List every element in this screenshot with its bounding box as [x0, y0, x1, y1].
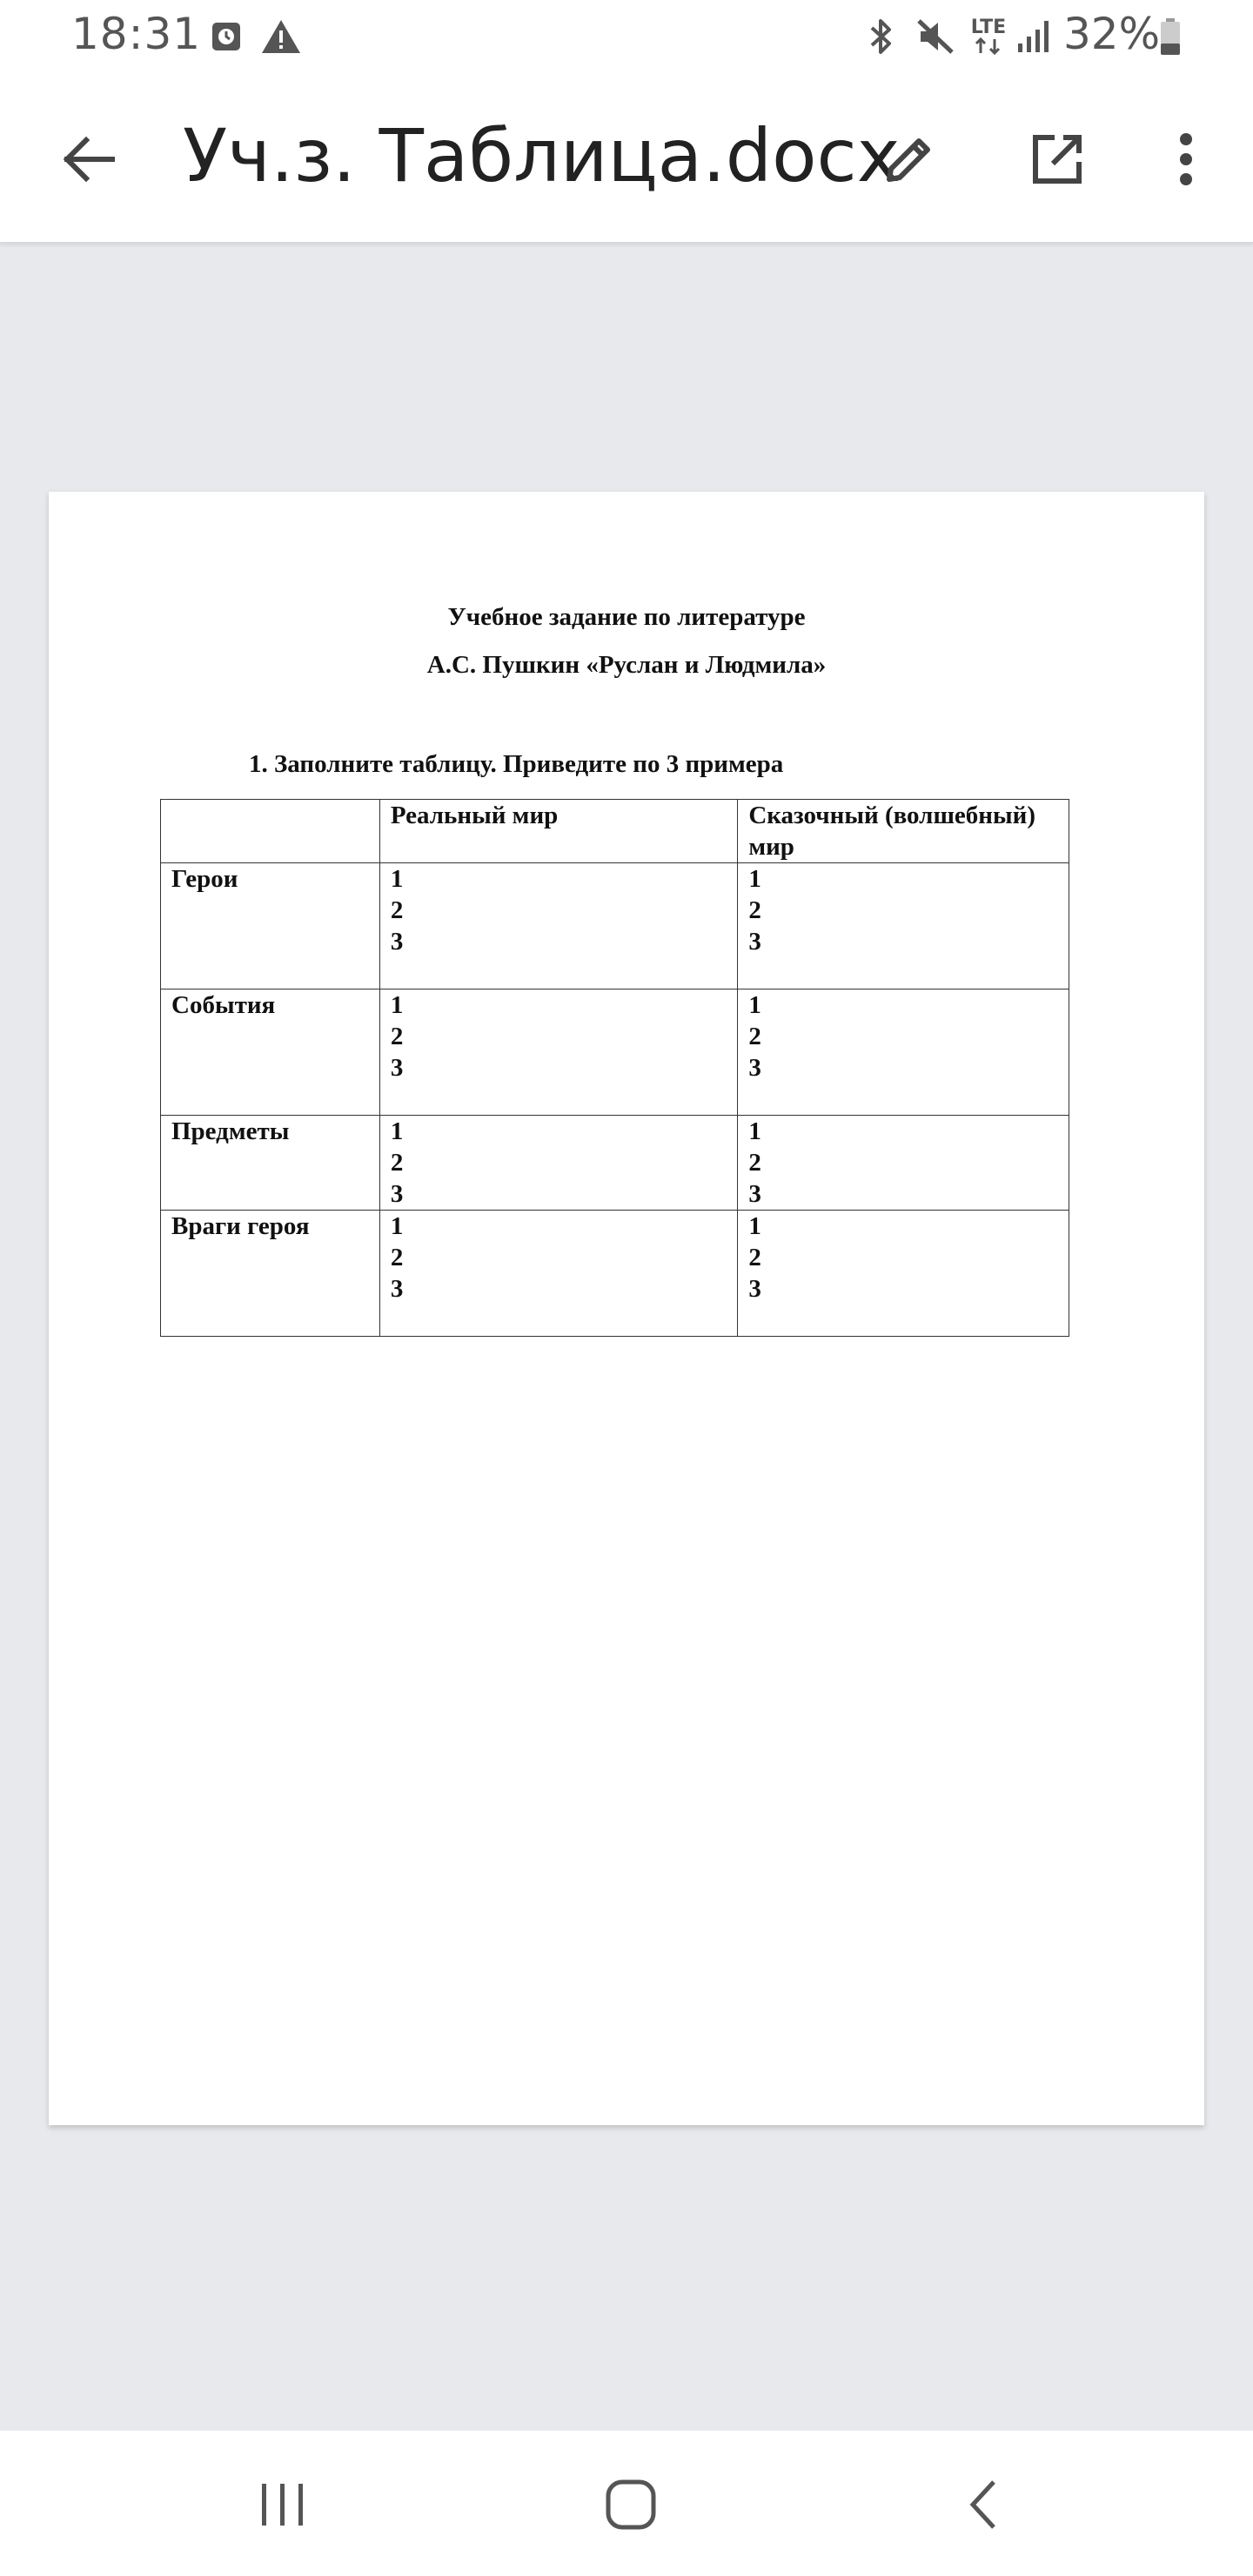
item-number: 2	[390, 1023, 404, 1050]
item-number: 2	[390, 896, 404, 924]
table-cell	[738, 1211, 1069, 1337]
more-vert-icon[interactable]	[1147, 120, 1225, 198]
row-label: Герои	[161, 863, 380, 989]
task-table	[160, 799, 1069, 1337]
item-number: 1	[748, 865, 761, 893]
item-number: 3	[390, 1275, 404, 1303]
row-label: События	[161, 989, 380, 1116]
open-external-icon[interactable]	[1018, 120, 1096, 198]
status-bar	[0, 0, 1253, 77]
table-row	[161, 1211, 1069, 1337]
item-number: 1	[390, 1212, 404, 1240]
item-number: 3	[390, 1180, 404, 1208]
battery-icon	[1157, 16, 1183, 57]
status-time: 18:31	[71, 9, 202, 59]
mute-icon	[914, 16, 957, 57]
document-title: Уч.з. Таблица.docx	[183, 113, 901, 198]
row-label: Враги героя	[161, 1211, 380, 1337]
item-number: 1	[748, 1117, 761, 1145]
recent-apps-icon[interactable]	[235, 2457, 331, 2553]
network-type-label: LTE	[970, 17, 1007, 38]
item-number: 3	[748, 1275, 761, 1303]
item-number: 2	[390, 1149, 404, 1177]
back-icon[interactable]	[935, 2457, 1031, 2553]
bluetooth-icon	[861, 16, 900, 57]
table-cell	[379, 989, 738, 1116]
table-cell	[379, 863, 738, 989]
battery-percent: 32%	[1063, 9, 1161, 59]
table-header-cell: Сказочный (волшебный) мир	[738, 800, 1069, 863]
item-number: 3	[748, 1054, 761, 1082]
table-header-row	[161, 800, 1069, 863]
back-arrow-icon[interactable]	[49, 120, 127, 198]
table-cell	[379, 1211, 738, 1337]
app-bar	[0, 77, 1253, 244]
home-icon[interactable]	[583, 2457, 679, 2553]
edit-pencil-icon[interactable]	[870, 120, 948, 198]
navigation-bar	[0, 2431, 1253, 2576]
item-number: 1	[748, 1212, 761, 1240]
item-number: 2	[748, 1023, 761, 1050]
item-number: 1	[390, 865, 404, 893]
table-cell	[738, 989, 1069, 1116]
table-row	[161, 989, 1069, 1116]
table-header-cell: Реальный мир	[379, 800, 738, 863]
item-number: 2	[748, 1149, 761, 1177]
document-heading-1: Учебное задание по литературе	[447, 603, 806, 631]
document-page[interactable]	[49, 492, 1204, 2125]
item-number: 3	[748, 1180, 761, 1208]
table-header-cell	[161, 800, 380, 863]
clock-notification-icon	[207, 16, 245, 57]
task-instruction: 1. Заполните таблицу. Приведите по 3 примера	[249, 750, 784, 778]
warning-icon	[259, 16, 303, 57]
item-number: 1	[748, 991, 761, 1019]
table-cell	[738, 1116, 1069, 1211]
item-number: 2	[748, 1244, 761, 1271]
item-number: 3	[748, 928, 761, 956]
document-heading-2: А.С. Пушкин «Руслан и Людмила»	[426, 651, 827, 679]
item-number: 3	[390, 1054, 404, 1082]
item-number: 3	[390, 928, 404, 956]
table-row	[161, 1116, 1069, 1211]
item-number: 1	[390, 1117, 404, 1145]
table-cell	[738, 863, 1069, 989]
item-number: 1	[390, 991, 404, 1019]
row-label: Предметы	[161, 1116, 380, 1211]
lte-icon	[968, 16, 1009, 57]
item-number: 2	[748, 896, 761, 924]
table-cell	[379, 1116, 738, 1211]
item-number: 2	[390, 1244, 404, 1271]
table-row	[161, 863, 1069, 989]
signal-icon	[1015, 16, 1053, 57]
